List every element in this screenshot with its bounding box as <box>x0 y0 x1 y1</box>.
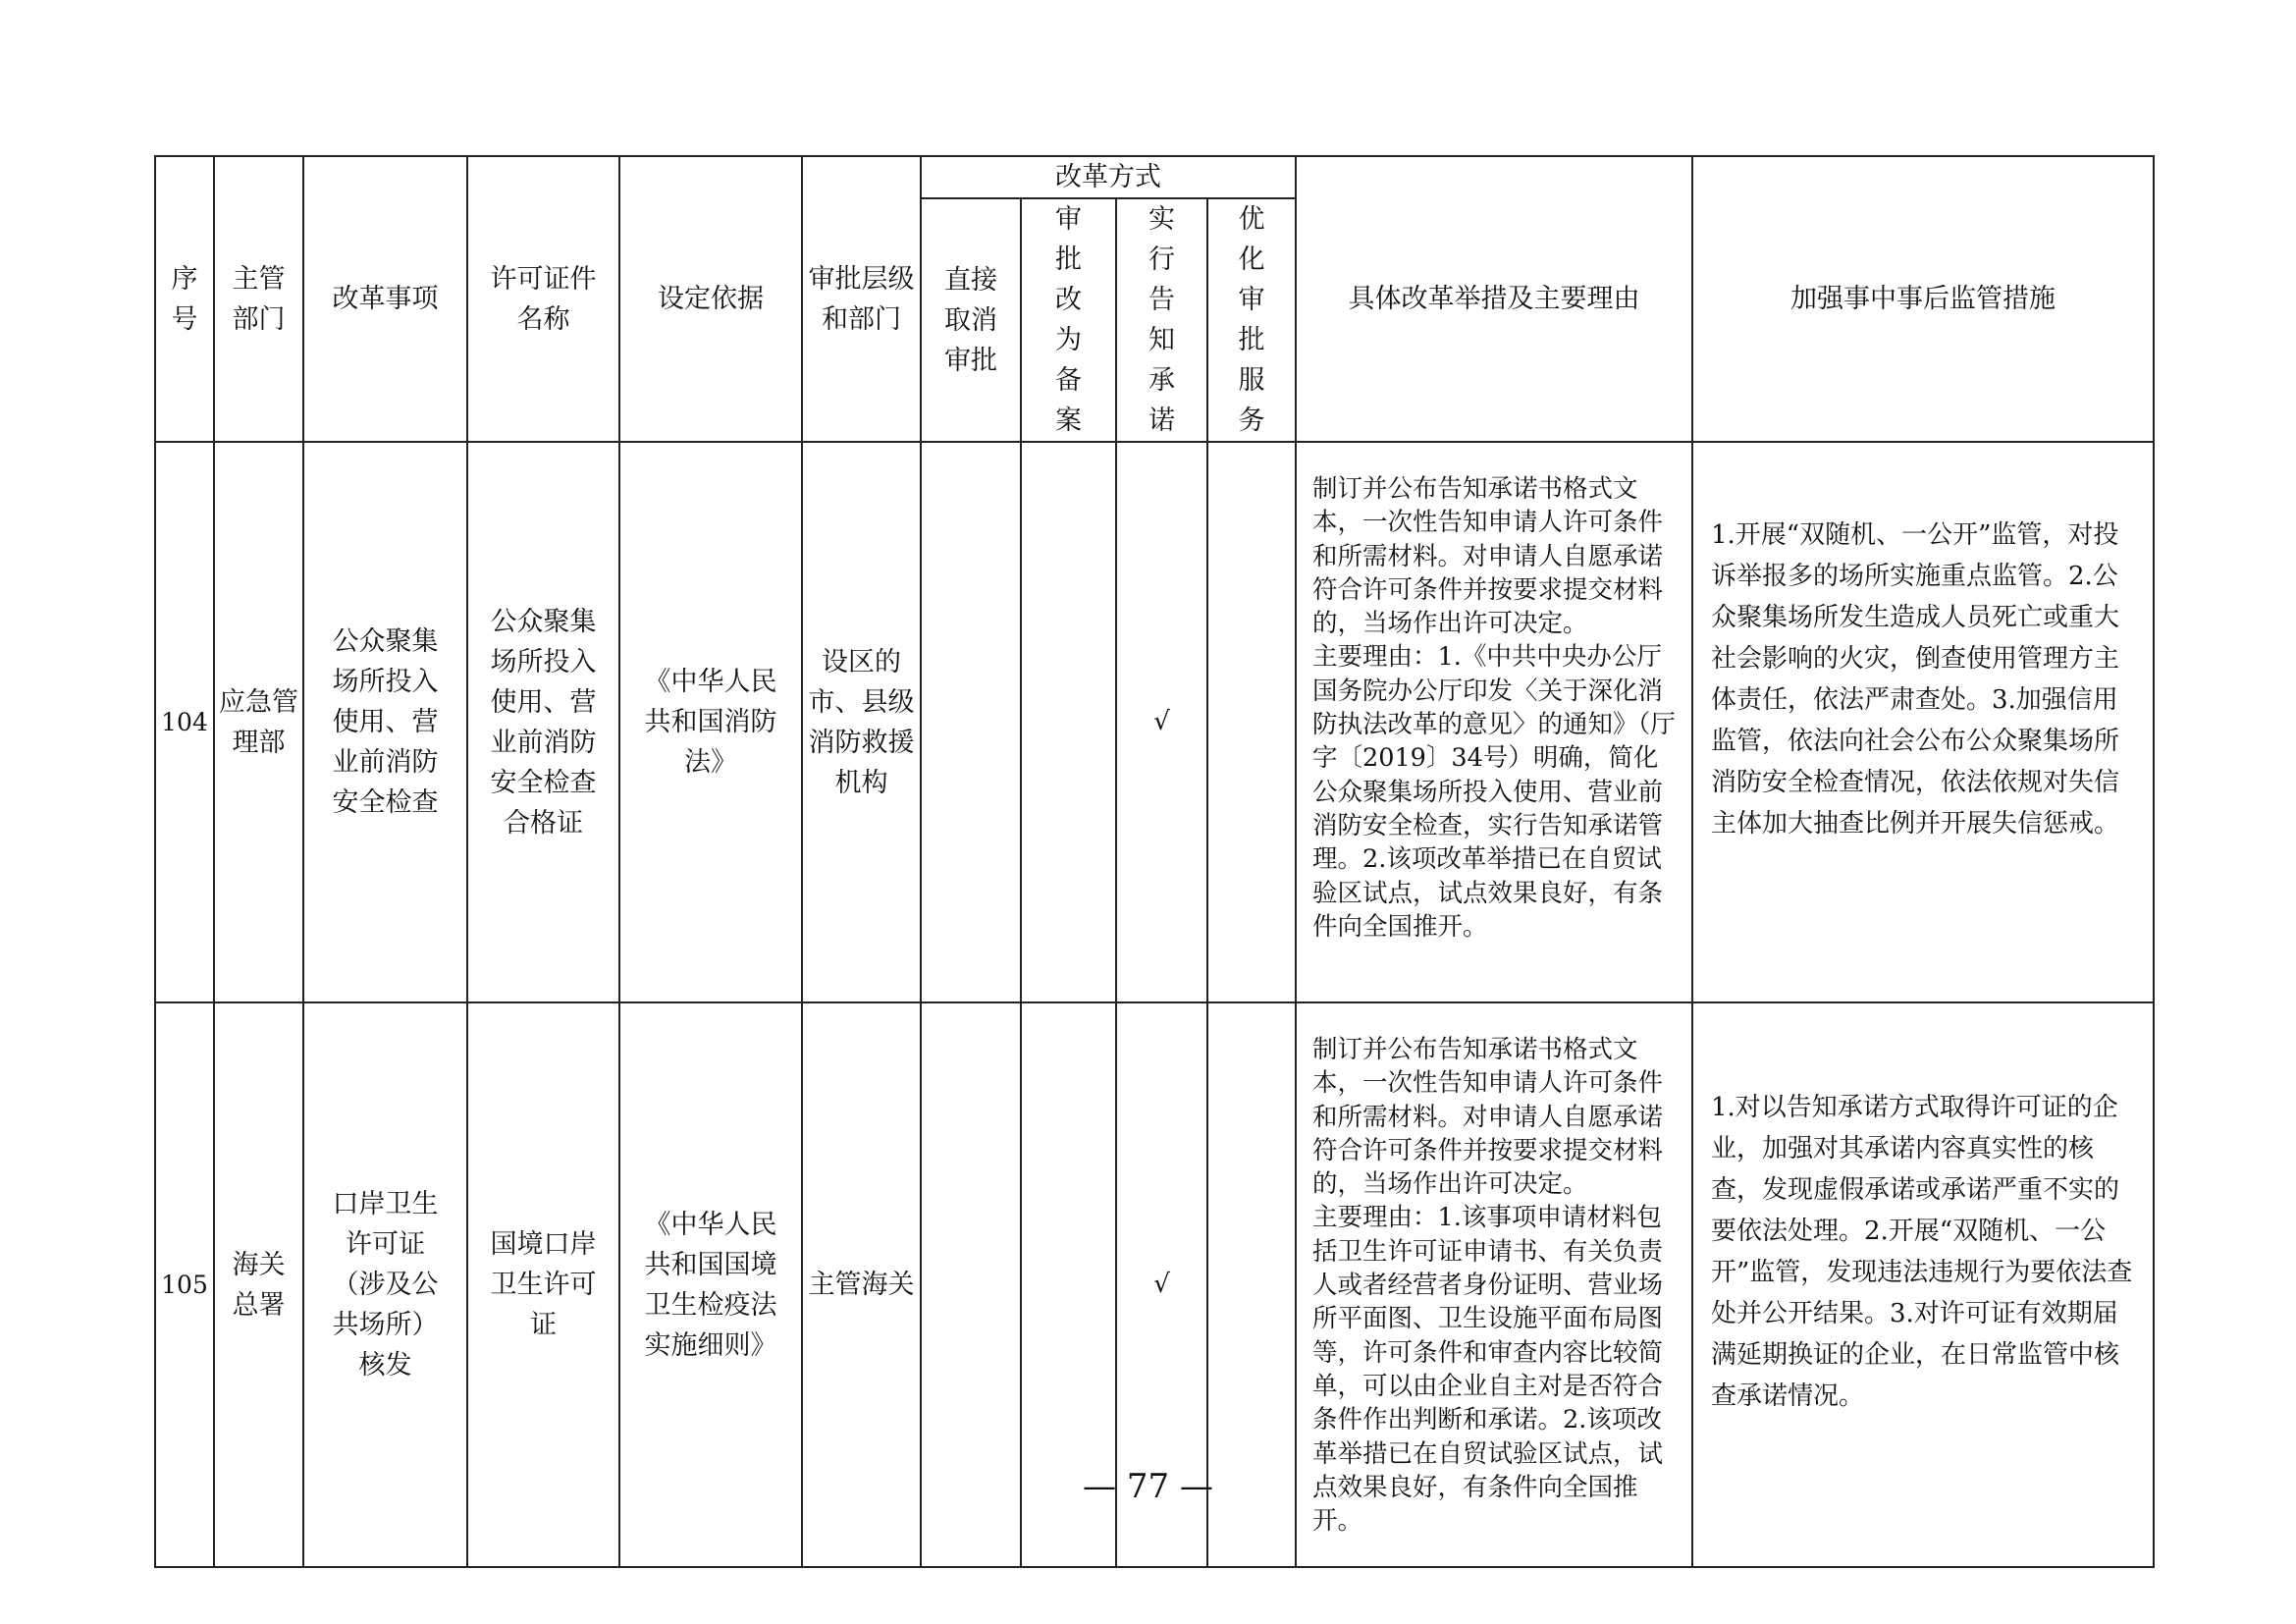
row-reform-commitment: √ <box>1116 1002 1207 1567</box>
row-level: 主管海关 <box>802 1002 921 1567</box>
header-supervision: 加强事中事后监管措施 <box>1692 156 2154 442</box>
header-reform-optimize: 优化审批服务 <box>1207 198 1296 442</box>
row-supervision: 1.开展“双随机、一公开”监管，对投诉举报多的场所实施重点监管。2.公众聚集场所发生造成人员死亡或重大社会影响的火灾，倒查使用管理方主体责任，依法严肃查处。3.加强信用监管，依法向社会公布公众聚集场所消防安全检查情况，依法依规对失信主体加大抽查比例并开展失信惩戒。 <box>1692 442 2154 1002</box>
row-basis: 《中华人民共和国国境卫生检疫法实施细则》 <box>619 1002 802 1567</box>
row-seq: 105 <box>155 1002 214 1567</box>
row-reform-filing <box>1021 442 1116 1002</box>
row-license: 公众聚集场所投入使用、营业前消防安全检查合格证 <box>467 442 619 1002</box>
row-item: 公众聚集场所投入使用、营业前消防安全检查 <box>303 442 467 1002</box>
row-license: 国境口岸卫生许可证 <box>467 1002 619 1567</box>
row-basis: 《中华人民共和国消防法》 <box>619 442 802 1002</box>
header-item: 改革事项 <box>303 156 467 442</box>
header-department: 主管部门 <box>214 156 303 442</box>
row-reform-commitment: √ <box>1116 442 1207 1002</box>
measures-paragraph: 制订并公布告知承诺书格式文本，一次性告知申请人许可条件和所需材料。对申请人自愿承诺符合许可条件并按要求提交材料的，当场作出许可决定。 <box>1312 474 1664 639</box>
header-reform-commitment: 实行告知承诺 <box>1116 198 1207 442</box>
measures-reason: 主要理由：1.《中共中央办公厅国务院办公厅印发〈关于深化消防执法改革的意见〉的通知》（厅字〔2019〕34号）明确，简化公众聚集场所投入使用、营业前消防安全检查，实行告知承诺管理。2.该项改革举措已在自贸试验区试点，试点效果良好，有条件向全国推开。 <box>1312 642 1676 942</box>
row-department: 应急管理部 <box>214 442 303 1002</box>
table-row <box>155 442 2154 1002</box>
row-seq: 104 <box>155 442 214 1002</box>
header-level: 审批层级和部门 <box>802 156 921 442</box>
header-reform-filing: 审批改为备案 <box>1021 198 1116 442</box>
row-level: 设区的市、县级消防救援机构 <box>802 442 921 1002</box>
row-measures <box>1296 442 1692 1002</box>
header-reform-cancel: 直接取消审批 <box>921 198 1021 442</box>
row-reform-cancel <box>921 442 1021 1002</box>
header-seq: 序号 <box>155 156 214 442</box>
header-license: 许可证件名称 <box>467 156 619 442</box>
page-number: — 77 — <box>1083 1467 1213 1506</box>
measures-paragraph: 制订并公布告知承诺书格式文本，一次性告知申请人许可条件和所需材料。对申请人自愿承诺符合许可条件并按要求提交材料的，当场作出许可决定。 <box>1312 1035 1664 1200</box>
row-department: 海关总署 <box>214 1002 303 1567</box>
reform-table <box>154 155 2155 1568</box>
row-reform-optimize <box>1207 442 1296 1002</box>
row-item: 口岸卫生许可证（涉及公共场所）核发 <box>303 1002 467 1567</box>
header-measures: 具体改革举措及主要理由 <box>1296 156 1692 442</box>
row-supervision: 1.对以告知承诺方式取得许可证的企业，加强对其承诺内容真实性的核查，发现虚假承诺或承诺严重不实的要依法处理。2.开展“双随机、一公开”监管，发现违法违规行为要依法查处并公开结果。3.对许可证有效期届满延期换证的企业，在日常监管中核查承诺情况。 <box>1692 1002 2154 1567</box>
measures-reason: 主要理由：1.该事项申请材料包括卫生许可证申请书、有关负责人或者经营者身份证明、营业场所平面图、卫生设施平面布局图等，许可条件和审查内容比较简单，可以由企业自主对是否符合条件作出判断和承诺。2.该项改革举措已在自贸试验区试点，试点效果良好，有条件向全国推开。 <box>1312 1203 1664 1537</box>
header-reform-group: 改革方式 <box>921 156 1296 198</box>
header-basis: 设定依据 <box>619 156 802 442</box>
